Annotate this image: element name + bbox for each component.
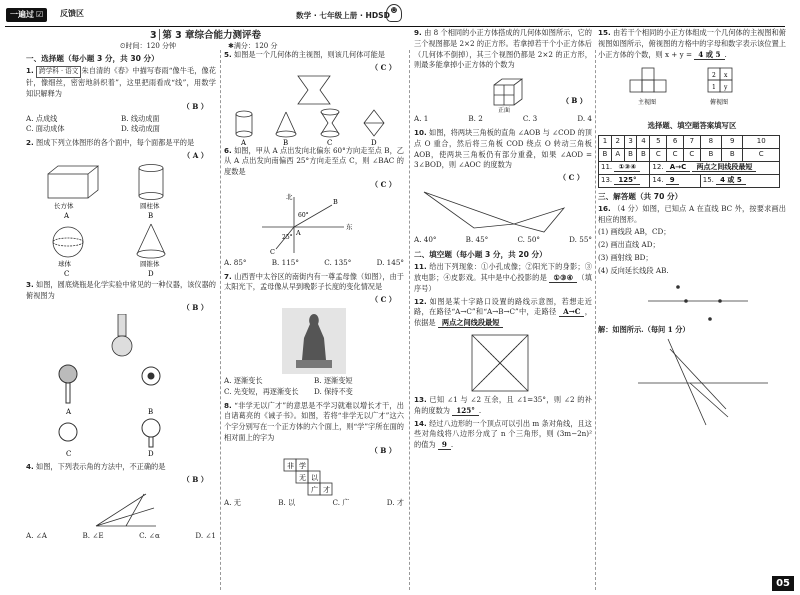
clock-icon: ⏲ — [120, 42, 126, 50]
option-d: D. 保持不变 — [314, 386, 353, 396]
q4-angle-figure — [26, 486, 216, 530]
q16-solution-figure — [598, 337, 786, 427]
option-b-solid — [276, 112, 296, 137]
table-header-cell: 1 — [599, 135, 612, 148]
angle-60: 60° — [298, 211, 309, 219]
option-a: A. 点成线 — [26, 113, 58, 123]
angle-lines — [96, 494, 156, 526]
q11-fill: ①③④ — [549, 273, 577, 283]
q3-flask-figure — [26, 314, 216, 462]
question-4: 4. 如图，下列表示角的方法中，不正确的是 — [26, 462, 166, 472]
option-d: D. 55° — [569, 234, 592, 244]
points-and-line — [648, 285, 748, 320]
option-c: C. 135° — [324, 257, 352, 267]
table-cell: 12. A→C 两点之间线段最短 — [650, 161, 780, 174]
table-cell: B — [700, 148, 721, 161]
question-7: 7. 山西晋中太谷区的南街内有一尊孟母像（如图），由于太阳光下，孟母像从早到晚影子长度的变化情况是 — [224, 271, 404, 292]
book-info: 数学 · 七年级上册 · HDSD — [296, 11, 390, 20]
table-cell: B — [722, 148, 743, 161]
table-cell: C — [650, 148, 667, 161]
statue-photo — [224, 308, 404, 374]
q6-compass-figure — [224, 191, 404, 257]
q15-fill: 4 或 5 — [694, 50, 724, 60]
question-14: 14. 经过八边形的一个顶点可以引出 m 条对角线，且这些对角线将八边形分成了 n 个三角形，则 (3m−2n)² 的值为 9 . — [414, 418, 592, 450]
option-b: B. 45° — [465, 234, 489, 244]
page-title: 3│第 3 章综合能力测评卷 — [150, 30, 262, 41]
q8-cube-net — [224, 457, 404, 497]
char-yi: 以 — [311, 473, 318, 482]
q8-options — [224, 498, 404, 509]
question-13: 13. 已知 ∠1 与 ∠2 互余，且 ∠1=35°，则 ∠2 的补角的度数为 125° . — [414, 394, 592, 415]
option-a: A. 1 — [414, 114, 429, 124]
table-cell: B — [637, 148, 650, 161]
option-d: D. 4 — [577, 114, 592, 124]
q14-fill: 9 — [438, 440, 451, 450]
option-a: A. 40° — [414, 234, 437, 244]
check-icon: ☑ — [36, 10, 44, 19]
q12-fill-path: A→C — [559, 307, 584, 317]
letter-a: A — [66, 408, 72, 417]
column-4 — [598, 28, 786, 427]
cone-shape — [137, 224, 165, 258]
letter-b: B — [148, 408, 154, 417]
table-cell: 11. ①③④ — [599, 161, 650, 174]
table-header-cell: 3 — [624, 135, 637, 148]
grid-cell: x — [724, 72, 728, 80]
table-header-cell: 7 — [683, 135, 700, 148]
table-cell: B — [599, 148, 612, 161]
answer-table — [598, 135, 780, 188]
table-cell: 14. 9 — [650, 174, 700, 187]
q12-fill-reason: 两点之间线段最短 — [438, 318, 504, 328]
option-b: B. 2 — [468, 114, 483, 124]
column-2 — [224, 50, 404, 511]
letter-b: B — [148, 211, 154, 220]
q7-options — [224, 376, 404, 398]
option-a: A. 无 — [224, 497, 241, 507]
table-header-cell: 2 — [611, 135, 624, 148]
q16-part: (4) 反向延长线段 AB. — [598, 265, 669, 275]
question-12: 12. 如图是某十字路口设置的路线示意图，若想走近路，在路径“A→C”和“A→B→C”中，走路径 A→C ，依据是 两点之间线段最短 — [414, 296, 592, 328]
table-header-cell: 6 — [667, 135, 684, 148]
option-a: A. ∠A — [26, 530, 47, 540]
page-number-badge: 05 — [772, 576, 794, 591]
char-xue: 学 — [299, 461, 306, 470]
solution-lines — [638, 339, 768, 425]
option-b: B. 逐渐变短 — [314, 375, 353, 385]
column-divider — [220, 50, 221, 590]
question-10: 10. 如图，将两块三角板的直角 ∠AOB 与 ∠COD 的顶点 O 重合，然后将三角板 COD 绕点 O 转动三角板 AOB，使两块三角板仍有部分重叠，如果 ∠AOD = 3∠BOD，则 ∠AOC 的度数为 — [414, 127, 592, 170]
table-cell: 15. 4 或 5 — [700, 174, 779, 187]
q16-part: (1) 画线段 AB，CD； — [598, 227, 671, 237]
option-b: B. ∠E — [82, 530, 104, 540]
grid-cell: 2 — [712, 72, 716, 80]
label-cone: 圆锥体 — [140, 259, 160, 268]
point-b: B — [333, 197, 338, 206]
char-fei: 非 — [287, 461, 294, 470]
char-wu: 无 — [299, 473, 306, 482]
option-d: D. 线动成面 — [121, 124, 160, 134]
brand-logo: 一遍过 ☑ — [6, 8, 47, 22]
q10-triangles-figure — [414, 184, 592, 234]
front-view-grid — [630, 68, 666, 92]
point-c: C — [270, 247, 275, 256]
table-cell: C — [743, 148, 780, 161]
flask-image — [112, 314, 132, 356]
table-cell: C — [683, 148, 700, 161]
q5-answer: （ C ） — [370, 62, 396, 72]
east-label: 东 — [346, 222, 353, 231]
q16-part: (2) 画出直线 AD； — [598, 240, 660, 250]
letter-c: C — [66, 450, 72, 459]
grid-cell: y — [724, 84, 728, 92]
q9-answer: （ B ） — [562, 96, 587, 106]
question-3: 3. 如图，圆底烧瓶是化学实验中常见的一种仪器，该仪器的俯视图为 — [26, 279, 216, 300]
option-d-solid — [364, 110, 384, 136]
column-divider — [595, 50, 596, 590]
question-15: 15. 由若干个相同的小正方体组成一个几何体的主视图和俯视图如图所示，俯视图的方格中的字母和数字表示该位置上小正方体的个数，则 x + y = 4 或 5 . — [598, 28, 786, 59]
option-b: B. 以 — [278, 497, 296, 507]
q4-options — [26, 531, 216, 542]
question-16: 16. （4 分）如图，已知点 A 在直线 BC 外，按要求画出相应的图形。 — [598, 203, 786, 224]
letter-a: A — [241, 138, 247, 146]
table-header-cell: 8 — [700, 135, 721, 148]
letter-d: D — [371, 138, 377, 146]
mascot-icon: ☻ — [386, 4, 402, 22]
q7-answer: （ C ） — [370, 295, 396, 305]
q1-answer: （ B ） — [182, 101, 208, 111]
q16-points-figure — [598, 279, 786, 325]
question-2: 2. 图成下列立体图形的各个面中，每个面都是平的是 — [26, 138, 195, 148]
front-view-shape — [298, 76, 330, 104]
char-guang: 广 — [311, 485, 318, 494]
option-c: C. ∠α — [139, 530, 160, 540]
letter-d: D — [148, 450, 154, 459]
front-label: 正面 — [498, 107, 511, 114]
q9-cube-figure — [414, 73, 592, 113]
q9-options — [414, 114, 592, 125]
q6-options — [224, 258, 404, 269]
q5-views-figure — [224, 74, 404, 146]
point-a: A — [296, 228, 301, 237]
q12-crossroad-figure — [414, 331, 592, 395]
sphere-shape — [53, 227, 83, 257]
north-label: 北 — [286, 192, 293, 201]
set-squares — [424, 192, 564, 232]
crossroad-lines — [472, 335, 528, 391]
q4-answer: （ B ） — [182, 475, 208, 485]
section-fill-title: 二、填空题（每小题 3 分，共 20 分） — [414, 249, 547, 259]
option-c: C. 广 — [332, 497, 350, 507]
angle-25: 25° — [282, 233, 293, 241]
table-header-cell: 9 — [722, 135, 743, 148]
q15-views-figure — [598, 62, 786, 118]
letter-d: D — [148, 269, 154, 278]
q2-solids-figure — [26, 162, 216, 280]
header-rule — [5, 26, 785, 27]
letter-b: B — [283, 138, 289, 146]
option-a-solid — [236, 111, 252, 137]
table-cell: A — [611, 148, 624, 161]
label-sphere: 球体 — [58, 259, 71, 268]
question-6: 6. 如图，甲从 A 点出发向北偏东 60°方向走至点 B，乙从 A 点出发向南偏西 25°方向走至点 C，则 ∠BAC 的度数是 — [224, 145, 404, 177]
cube-stack — [494, 79, 522, 105]
option-d: D. ∠1 — [195, 530, 216, 540]
q16-part: (3) 画射线 BD； — [598, 253, 653, 263]
char-cai: 才 — [323, 485, 330, 494]
q2-answer: （ A ） — [183, 151, 208, 161]
question-1: 1. 跨学科 · 语文 朱自清的《春》中描写春雨“像牛毛，像花针，像细丝，密密地斜织着”，这里把雨看成“线”，用数学知识解释为 — [26, 66, 216, 99]
q8-answer: （ B ） — [370, 445, 396, 455]
table-row — [599, 148, 780, 161]
question-11: 11. 给出下列现象：①小孔成像；②阳光下的身影；③放电影；④皮影戏。其中是中心投影的是 ①③④ （填序号） — [414, 262, 592, 293]
option-c: C. 50° — [517, 234, 540, 244]
top-view-label: 俯视图 — [710, 99, 729, 107]
letter-c: C — [327, 138, 333, 146]
section-tag: 反馈区 — [60, 9, 84, 18]
option-a: A. 逐渐变长 — [224, 375, 263, 385]
q10-answer: （ C ） — [558, 173, 584, 183]
option-c: C. 先变短，再逐渐变长 — [224, 386, 299, 396]
table-row — [599, 135, 780, 148]
q1-options — [26, 114, 216, 136]
table-cell: B — [624, 148, 637, 161]
table-row — [599, 161, 780, 174]
option-d: D. 145° — [376, 257, 404, 267]
solution-text: 解：如图所示.（每问 1 分） — [598, 324, 690, 334]
label-cuboid: 长方体 — [54, 201, 74, 210]
option-b-view — [142, 367, 160, 385]
column-divider — [409, 50, 410, 590]
question-8: 8. “非学无以广才”的意思是不学习就难以增长才干，出自诸葛亮的《诫子书》。如图，若将“非学无以广才”这六个字分别写在一个正方体的六个面上，则“学”字所在面的相对面上的字为 — [224, 400, 404, 442]
option-b: B. 115° — [271, 257, 299, 267]
section-solve-title: 三、解答题（共 70 分） — [598, 191, 683, 201]
table-header-cell: 4 — [637, 135, 650, 148]
table-header-cell: 10 — [743, 135, 780, 148]
letter-c: C — [64, 269, 70, 278]
question-5: 5. 如图是一个几何体的主视图，则该几何体可能是 — [224, 50, 385, 59]
table-cell: C — [667, 148, 684, 161]
option-a-view — [59, 365, 77, 403]
time-info: ⏲时间：120 分钟 — [120, 42, 177, 50]
score-info: ✱满分：120 分 — [228, 42, 278, 50]
section-choice-title: 一、选择题（每小题 3 分，共 30 分） — [26, 54, 159, 63]
star-icon: ✱ — [228, 42, 234, 50]
option-c: C. 3 — [522, 114, 538, 124]
column-3 — [414, 28, 592, 453]
cylinder-shape — [139, 164, 163, 199]
answer-area-title: 选择题、填空题答案填写区 — [647, 121, 737, 131]
q13-fill: 125° — [452, 406, 479, 416]
q6-answer: （ C ） — [370, 179, 396, 189]
front-view-label: 主视图 — [638, 99, 657, 107]
column-1 — [26, 50, 216, 545]
option-c: C. 面动成体 — [26, 124, 65, 134]
option-d-view — [142, 419, 160, 447]
q10-options — [414, 235, 592, 246]
option-c-solid — [321, 109, 339, 137]
grid-cell: 1 — [712, 84, 716, 92]
question-9: 9. 由 8 个相同的小正方体搭成的几何体如图所示，它的三个视图都是 2×2 的正方形。若拿掉若干个小正方体后（几何体不倒掉），其三个视图仍都是 2×2 的正方形，则最多能拿掉小正方体的个数为 — [414, 28, 592, 70]
option-a: A. 85° — [224, 257, 247, 267]
table-header-cell: 5 — [650, 135, 667, 148]
option-d: D. 才 — [386, 497, 404, 507]
label-cylinder: 圆柱体 — [140, 201, 160, 210]
q3-answer: （ B ） — [182, 303, 208, 313]
subject-tag: 跨学科 · 语文 — [36, 66, 81, 78]
cuboid-shape — [48, 166, 98, 198]
table-cell: 13. 125° — [599, 174, 650, 187]
option-c-view — [59, 423, 77, 441]
table-row — [599, 174, 780, 187]
letter-a: A — [64, 211, 70, 220]
option-b: B. 线动成面 — [121, 113, 160, 123]
